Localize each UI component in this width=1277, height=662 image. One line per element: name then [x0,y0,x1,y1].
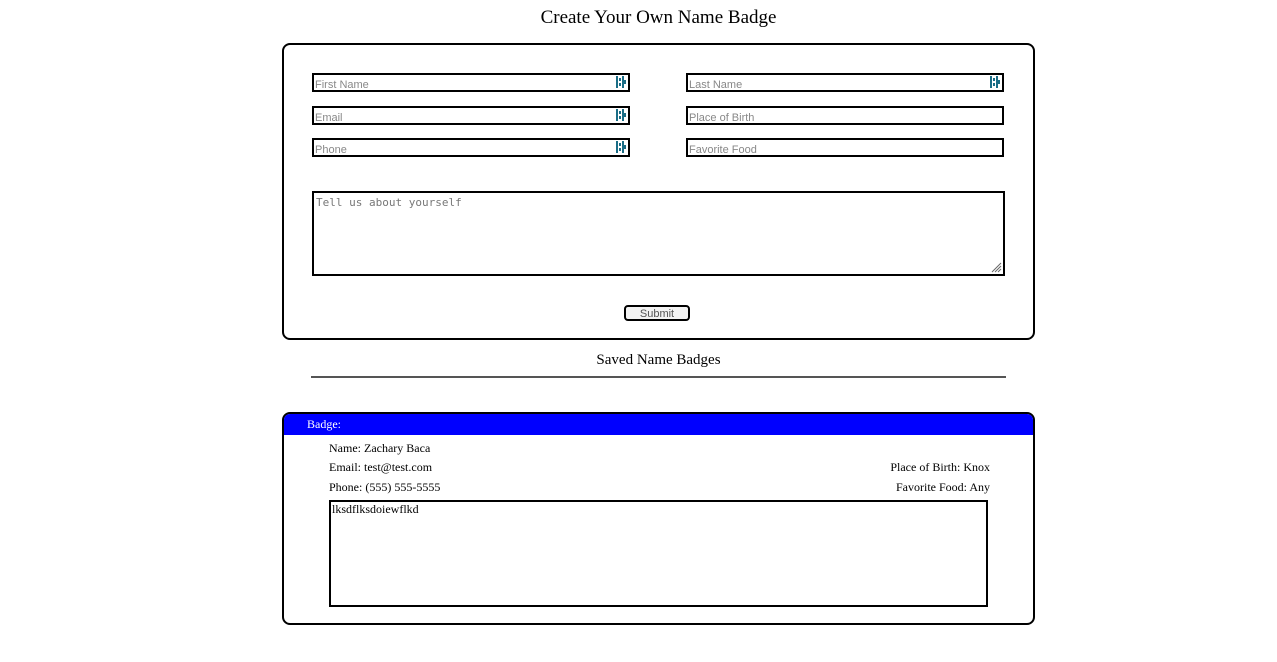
place-of-birth-field [686,106,1004,125]
about-field [312,191,1005,276]
section-divider [311,376,1006,378]
badge-name: Name: Zachary Baca [329,441,431,455]
badge-phone: Phone: (555) 555-5555 [329,480,441,494]
badge-form [282,43,1035,340]
phone-field [312,138,630,157]
phone-input[interactable] [314,143,628,158]
badge-header [284,414,1033,435]
badge-email: Email: test@test.com [329,460,433,474]
favorite-food-field [686,138,1004,157]
page-title: Create Your Own Name Badge [540,7,777,28]
badge-about: lksdflksdoiewflkd [329,500,988,607]
autofill-key-icon[interactable] [616,76,626,88]
badge-place-of-birth: Place of Birth: Knox [890,460,990,474]
first-name-input[interactable] [314,78,628,93]
last-name-field [686,73,1004,92]
email-input[interactable] [314,111,628,126]
badge-header-label: Badge: [307,417,341,431]
favorite-food-input[interactable] [688,143,1002,158]
last-name-input[interactable] [688,78,1002,93]
submit-button[interactable]: Submit [624,305,690,321]
about-textarea[interactable] [314,193,1003,274]
resize-grip-icon[interactable] [991,262,1002,273]
badge-favorite-food: Favorite Food: Any [895,480,990,494]
badge-card [282,412,1035,625]
saved-badges-title: Saved Name Badges [596,352,721,368]
autofill-key-icon[interactable] [990,76,1000,88]
place-of-birth-input[interactable] [688,111,1002,126]
autofill-key-icon[interactable] [616,109,626,121]
first-name-field [312,73,630,92]
email-field [312,106,630,125]
autofill-key-icon[interactable] [616,141,626,153]
